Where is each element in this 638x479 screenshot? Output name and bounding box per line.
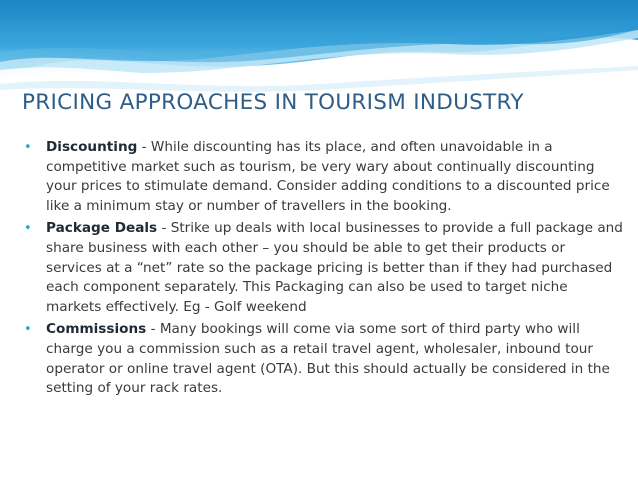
wave-header-decoration — [0, 0, 638, 95]
bullet-term: Discounting — [46, 139, 138, 155]
slide-title: PRICING APPROACHES IN TOURISM INDUSTRY — [22, 90, 524, 115]
bullet-package-deals — [24, 219, 624, 317]
bullet-icon: • — [24, 322, 32, 338]
bullet-text: - While discounting has its place, and often unavoidable in a competitive market such as tourism, be very wary about continually discounting your prices to stimulate demand. Consider adding conditions to a discounted price like a minimum stay or number of travellers in the booking. — [46, 139, 610, 214]
bullet-list — [24, 138, 624, 402]
bullet-term: Commissions — [46, 321, 147, 338]
bullet-icon: • — [24, 140, 32, 155]
bullet-text: - Many bookings will come via some sort of third party who will charge you a commission such as a retail travel agent, wholesaler, inbound tour operator or online travel agent (OTA). But this should actually be considered in the setting of your rack rates. — [46, 321, 610, 397]
bullet-commissions — [24, 320, 624, 398]
bullet-text: - Strike up deals with local businesses to provide a full package and share business with each other – you should be able to get their products or services at a “net” rate so the package pricing is better than if they had purchased each component separately. This Packaging can also be used to target niche markets effectively. Eg - Golf weekend — [46, 220, 623, 315]
bullet-discounting — [24, 138, 624, 216]
bullet-icon: • — [24, 221, 32, 237]
bullet-term: Package Deals — [46, 220, 158, 237]
